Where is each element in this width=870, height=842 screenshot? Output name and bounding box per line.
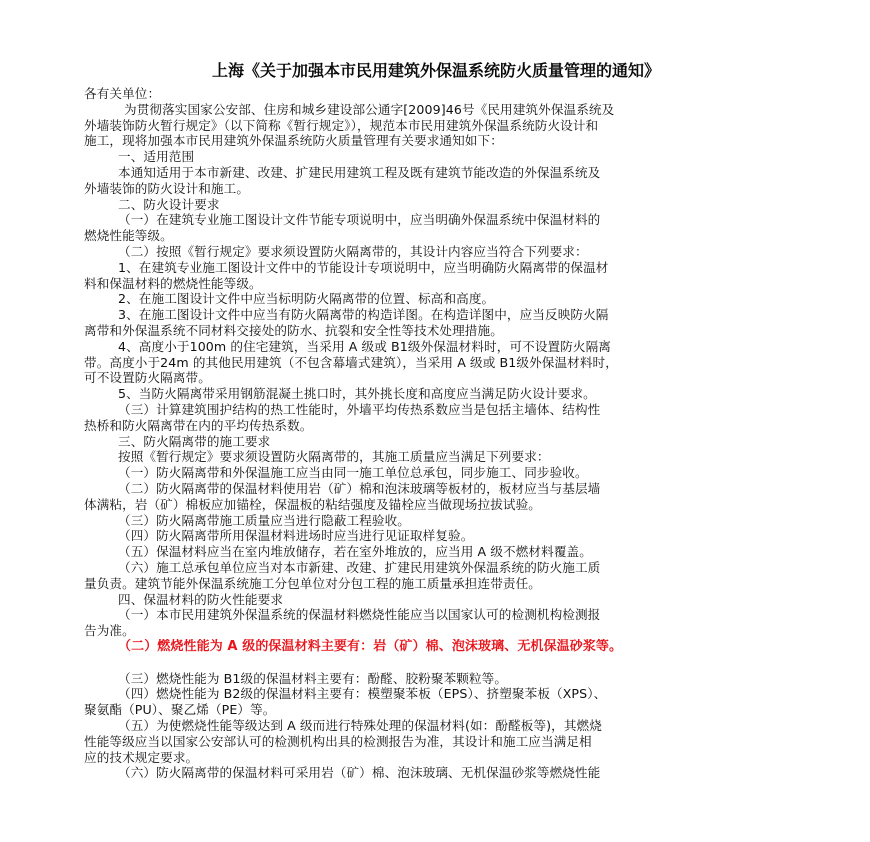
paragraph-line: 为贯彻落实国家公安部、住房和城乡建设部公通字[2009]46号《民用建筑外保温系统及	[124, 101, 615, 117]
paragraph-line: 施工，现将加强本市民用建筑外保温系统防火质量管理有关要求通知如下：	[84, 133, 503, 149]
blank-line	[84, 655, 788, 671]
paragraph-line: 3、在施工图设计文件中应当有防火隔离带的构造详图。在构造详图中，应当反映防火隔	[118, 307, 609, 323]
paragraph-line: 性能等级应当以国家公安部认可的检测机构出具的检测报告为准，其设计和施工应当满足相	[84, 733, 592, 749]
paragraph-line: 告为准。	[84, 623, 135, 639]
paragraph-line: （五）保温材料应当在室内堆放储存，若在室外堆放的，应当用 A 级不燃材料覆盖。	[118, 544, 592, 560]
paragraph-line: 四、保温材料的防火性能要求	[118, 591, 284, 607]
paragraph-line: （三）燃烧性能为 B1级的保温材料主要有：酚醛、胶粉聚苯颗粒等。	[118, 670, 508, 686]
paragraph-line: （一）防火隔离带和外保温施工应当由同一施工单位总承包，同步施工、同步验收。	[118, 465, 588, 481]
paragraph-line: （二）按照《暂行规定》要求须设置防火隔离带的，其设计内容应当符合下列要求：	[118, 243, 588, 259]
paragraph-line: （四）防火隔离带所用保温材料进场时应当进行见证取样复验。	[118, 528, 474, 544]
paragraph-line: （三）计算建筑围护结构的热工性能时，外墙平均传热系数应当是包括主墙体、结构性	[118, 401, 601, 417]
paragraph-line: （二）防火隔离带的保温材料使用岩（矿）棉和泡沫玻璃等板材的，板材应当与基层墙	[118, 480, 601, 496]
paragraph-line: 本通知适用于本市新建、改建、扩建民用建筑工程及既有建筑节能改造的外保温系统及	[118, 164, 601, 180]
paragraph-line: 燃烧性能等级。	[84, 228, 173, 244]
paragraph-line: （一）在建筑专业施工图设计文件节能专项说明中，应当明确外保温系统中保温材料的	[118, 212, 601, 228]
paragraph-line: 体满粘，岩（矿）棉板应加锚栓，保温板的粘结强度及锚栓应当做现场拉拔试验。	[84, 496, 541, 512]
paragraph-line: 带。高度小于24m 的其他民用建筑（不包含幕墙式建筑），当采用 A 级或 B1级外保温材料时，	[84, 354, 618, 370]
paragraph-line: （五）为使燃烧性能等级达到 A 级而进行特殊处理的保温材料(如：酚醛板等)，其燃烧	[118, 718, 602, 734]
paragraph-line: 量负责。建筑节能外保温系统施工分包单位对分包工程的施工质量承担连带责任。	[84, 575, 541, 591]
paragraph-line: （三）防火隔离带施工质量应当进行隐蔽工程验收。	[118, 512, 410, 528]
paragraph-line: （六）施工总承包单位应当对本市新建、改建、扩建民用建筑外保温系统的防火施工质	[118, 559, 601, 575]
paragraph-line: 可不设置防火隔离带。	[84, 370, 211, 386]
paragraph-line: 一、适用范围	[118, 149, 195, 165]
paragraph-line: 二、防火设计要求	[118, 196, 220, 212]
paragraph-line: 离带和外保温系统不同材料交接处的防水、抗裂和安全性等技术处理措施。	[84, 322, 503, 338]
paragraph-line: 外墙装饰防火暂行规定》（以下简称《暂行规定》），规范本市民用建筑外保温系统防火设计和	[84, 117, 599, 133]
paragraph-line: 料和保温材料的燃烧性能等级。	[84, 275, 262, 291]
paragraph-line: （四）燃烧性能为 B2级的保温材料主要有：模塑聚苯板（EPS）、挤塑聚苯板（XPS）、	[118, 686, 607, 702]
paragraph-line: 应的技术规定要求。	[84, 749, 199, 765]
document-page	[84, 60, 788, 781]
paragraph-line: 各有关单位：	[84, 86, 161, 101]
paragraph-line: 聚氨酯（PU）、聚乙烯（PE）等。	[84, 702, 276, 718]
paragraph-line: 4、高度小于100m 的住宅建筑，当采用 A 级或 B1级外保温材料时，可不设置防火隔离	[118, 338, 611, 354]
paragraph-line: 热桥和防火隔离带在内的平均传热系数。	[84, 417, 313, 433]
document-title: 上海《关于加强本市民用建筑外保温系统防火质量管理的通知》	[211, 61, 660, 80]
paragraph-line: 5、当防火隔离带采用钢筋混凝土挑口时，其外挑长度和高度应当满足防火设计要求。	[118, 386, 596, 402]
paragraph-line: （一）本市民用建筑外保温系统的保温材料燃烧性能应当以国家认可的检测机构检测报	[118, 607, 601, 623]
paragraph-line: （六）防火隔离带的保温材料可采用岩（矿）棉、泡沫玻璃、无机保温砂浆等燃烧性能	[118, 765, 601, 781]
paragraph-line: 按照《暂行规定》要求须设置防火隔离带的，其施工质量应当满足下列要求：	[118, 449, 550, 465]
paragraph-line: 三、防火隔离带的施工要求	[118, 433, 271, 449]
highlighted-paragraph-line: （二）燃烧性能为 A 级的保温材料主要有：岩（矿）棉、泡沫玻璃、无机保温砂浆等。	[118, 638, 623, 654]
paragraph-line: 外墙装饰的防火设计和施工。	[84, 180, 250, 196]
document-body	[84, 86, 788, 781]
paragraph-line: 1、在建筑专业施工图设计文件中的节能设计专项说明中，应当明确防火隔离带的保温材	[118, 259, 609, 275]
paragraph-line: 2、在施工图设计文件中应当标明防火隔离带的位置、标高和高度。	[118, 291, 495, 307]
